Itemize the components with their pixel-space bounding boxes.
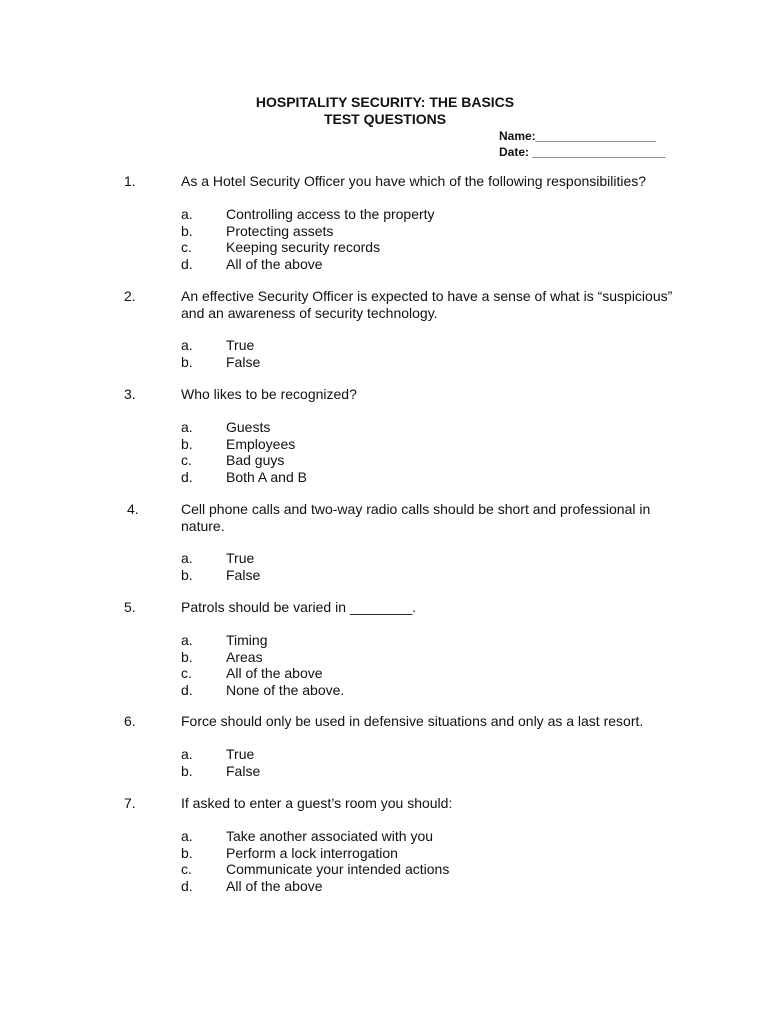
- option-text: All of the above: [226, 665, 323, 681]
- option-text: False: [226, 566, 261, 583]
- option-text: Keeping security records: [226, 239, 381, 255]
- option-letter: c.: [181, 665, 192, 681]
- document-title: HOSPITALITY SECURITY: THE BASICS: [255, 94, 515, 110]
- option-letter: a.: [181, 337, 193, 353]
- document-subtitle: TEST QUESTIONS: [323, 111, 447, 127]
- option-text: True: [226, 746, 255, 762]
- option-letter: a.: [181, 419, 193, 435]
- option-text: False: [226, 353, 261, 370]
- question-text: An effective Security Officer is expected to have a sense of what is “suspicious” and an awareness of security technology.: [181, 288, 673, 321]
- option-text: Guests: [226, 419, 271, 435]
- option-text: Employees: [226, 435, 296, 452]
- option-letter: d.: [181, 681, 193, 698]
- option-text: True: [226, 550, 255, 566]
- question-text: Patrols should be varied in ________.: [181, 599, 417, 615]
- option-letter: b.: [181, 566, 193, 583]
- option-text: Both A and B: [226, 468, 307, 485]
- question-number: 1.: [124, 173, 136, 189]
- option-letter: b.: [181, 435, 193, 452]
- option-letter: a.: [181, 632, 193, 648]
- option-text: All of the above: [226, 877, 323, 894]
- option-letter: c.: [181, 239, 192, 255]
- question-text: As a Hotel Security Officer you have which of the following responsibilities?: [181, 173, 647, 189]
- option-text: Bad guys: [226, 452, 285, 468]
- option-letter: d.: [181, 255, 193, 272]
- option-text: Areas: [226, 648, 263, 665]
- question-number: 2.: [124, 288, 136, 304]
- option-text: All of the above: [226, 255, 323, 272]
- option-text: True: [226, 337, 255, 353]
- question-text: If asked to enter a guest’s room you should:: [181, 795, 453, 811]
- option-letter: c.: [181, 861, 192, 877]
- option-letter: d.: [181, 877, 193, 894]
- option-letter: b.: [181, 222, 193, 239]
- question-text: Force should only be used in defensive situations and only as a last resort.: [181, 713, 644, 729]
- question-text: Who likes to be recognized?: [181, 386, 357, 402]
- option-letter: d.: [181, 468, 193, 485]
- date-field-label: Date: ____________________: [499, 145, 666, 159]
- option-text: Controlling access to the property: [226, 206, 435, 222]
- question-number: 6.: [124, 713, 136, 729]
- option-letter: a.: [181, 206, 193, 222]
- option-text: Protecting assets: [226, 222, 334, 239]
- option-text: Perform a lock interrogation: [226, 844, 398, 861]
- question-number: 4.: [127, 501, 139, 517]
- option-letter: a.: [181, 550, 193, 566]
- option-text: Communicate your intended actions: [226, 861, 450, 877]
- option-text: Timing: [226, 632, 268, 648]
- option-letter: a.: [181, 746, 193, 762]
- name-field-label: Name:__________________: [499, 129, 656, 143]
- option-letter: b.: [181, 353, 193, 370]
- option-letter: b.: [181, 762, 193, 779]
- option-text: None of the above.: [226, 681, 345, 698]
- option-text: Take another associated with you: [226, 828, 434, 844]
- question-number: 7.: [124, 795, 136, 811]
- question-number: 5.: [124, 599, 136, 615]
- question-number: 3.: [124, 386, 136, 402]
- option-text: False: [226, 762, 261, 779]
- option-letter: b.: [181, 844, 193, 861]
- option-letter: c.: [181, 452, 192, 468]
- option-letter: a.: [181, 828, 193, 844]
- option-letter: b.: [181, 648, 193, 665]
- question-text: Cell phone calls and two-way radio calls should be short and professional in nature.: [181, 501, 651, 534]
